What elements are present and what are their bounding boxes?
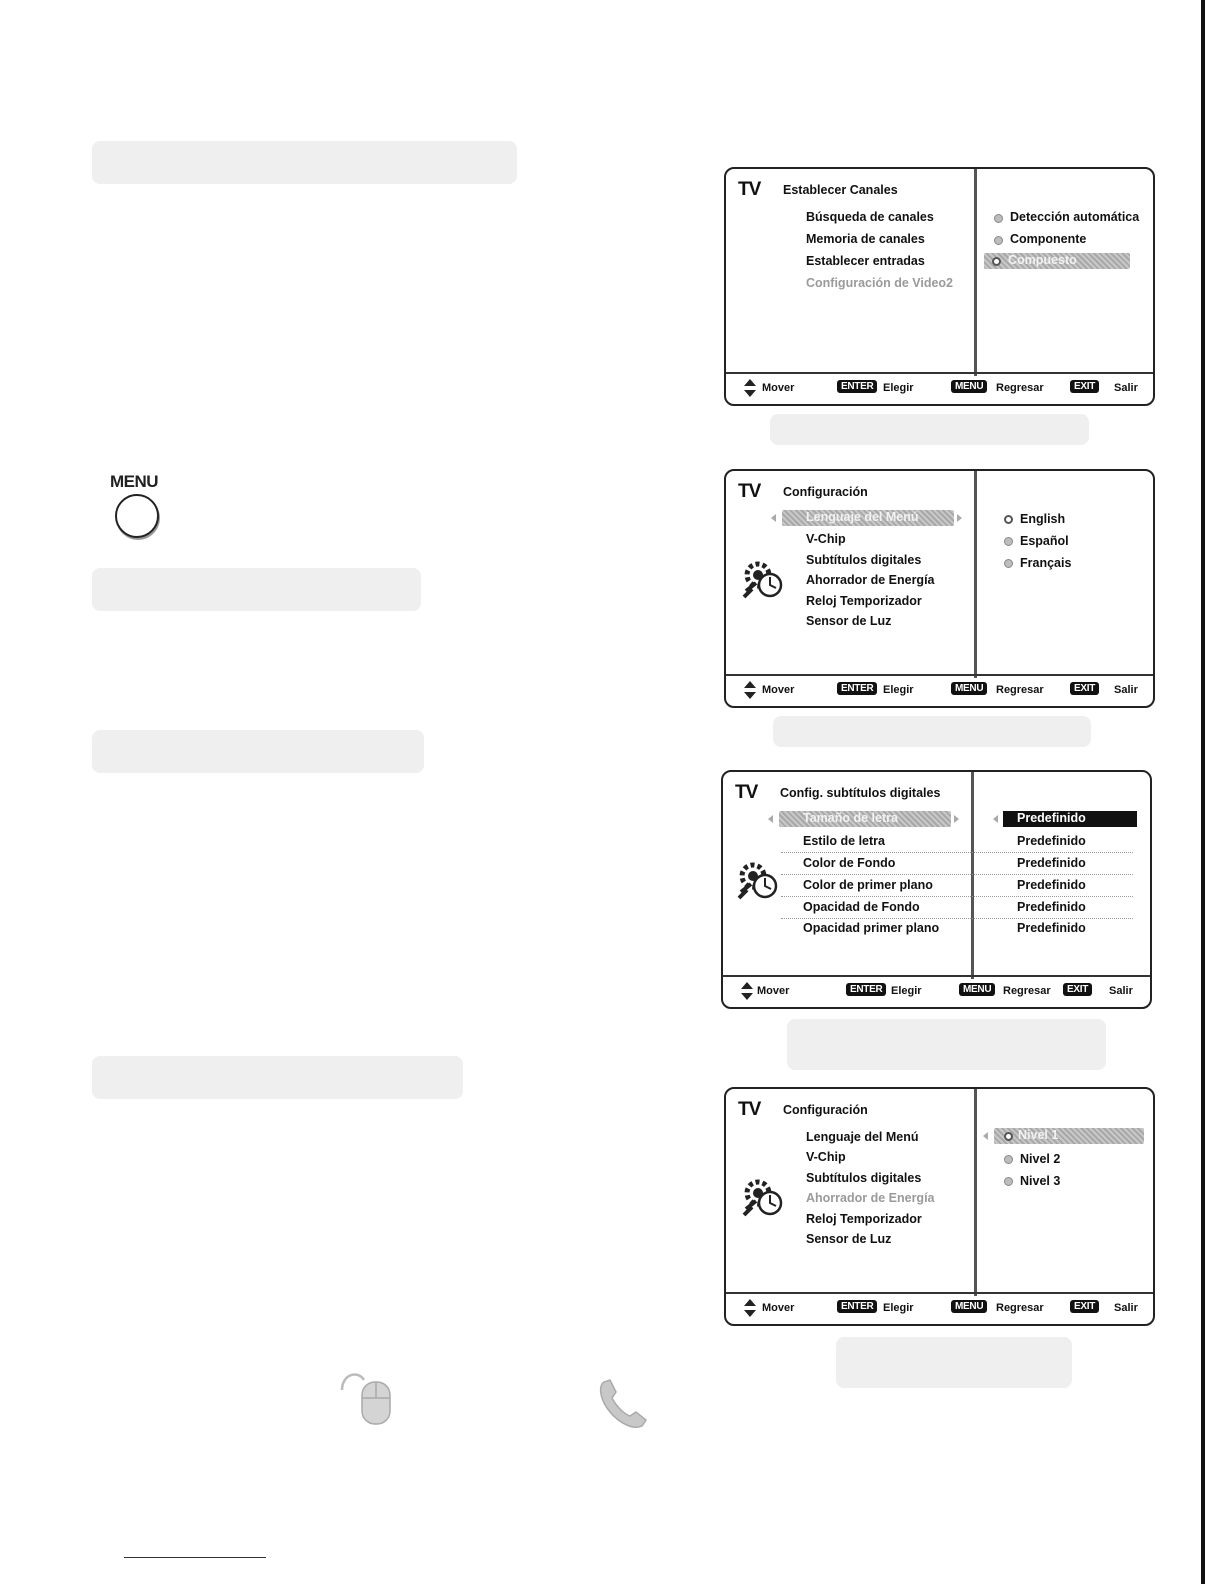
right-arrow-icon [954,815,959,823]
osd-screen-ahorrador [724,1087,1155,1326]
option-item[interactable]: English [1020,512,1066,526]
panel-divider [974,471,977,678]
menu-item-disabled: Configuración de Video2 [806,276,954,290]
footer-move: Mover [762,684,795,696]
value-item[interactable]: Predefinido [1017,921,1086,935]
menu-item[interactable]: Opacidad primer plano [803,921,940,935]
menu-item[interactable]: Opacidad de Fondo [803,900,920,914]
osd-screen-establecer-canales [724,167,1155,406]
enter-key-badge: ENTER [837,380,877,393]
left-arrow-icon [993,815,998,823]
enter-key-badge: ENTER [837,682,877,695]
tv-label: TV [738,481,761,502]
footer-menu-action: Regresar [1003,985,1051,997]
row-divider [781,852,1133,853]
footer-exit-action: Salir [1114,382,1138,394]
menu-item-active[interactable]: Ahorrador de Energía [806,1191,935,1205]
footer-menu-action: Regresar [996,382,1044,394]
panel-divider [974,169,977,376]
screen-title: Config. subtítulos digitales [780,786,941,800]
footer-exit-action: Salir [1114,1302,1138,1314]
radio-selected-icon [992,257,1001,266]
osd-screen-configuracion [724,469,1155,708]
value-item[interactable]: Predefinido [1017,856,1086,870]
menu-item-selected[interactable] [779,811,951,827]
radio-icon [1004,537,1013,546]
value-item[interactable]: Predefinido [1017,878,1086,892]
footer-exit-action: Salir [1114,684,1138,696]
mouse-icon [338,1368,394,1426]
menu-item[interactable]: Estilo de letra [803,834,885,848]
option-item[interactable]: Detección automática [1010,210,1140,224]
radio-icon [1004,559,1013,568]
option-label: Compuesto [1008,253,1077,267]
left-arrow-icon [771,514,776,522]
menu-item[interactable]: V-Chip [806,1150,846,1164]
screen-caption-2 [773,716,1091,747]
menu-item[interactable]: Memoria de canales [806,232,925,246]
option-item-selected[interactable] [994,1128,1144,1144]
option-item[interactable]: Componente [1010,232,1087,246]
menu-item[interactable]: Búsqueda de canales [806,210,934,224]
menu-item[interactable]: Subtítulos digitales [806,553,922,567]
radio-icon [1004,1177,1013,1186]
value-selected[interactable] [1003,811,1137,827]
menu-key-badge: MENU [959,983,995,996]
radio-selected-icon [1004,515,1013,524]
value-item[interactable]: Predefinido [1017,900,1086,914]
footer-move: Mover [762,382,795,394]
menu-item-selected[interactable] [782,510,954,526]
up-down-arrow-icon [741,982,753,1000]
up-down-arrow-icon [744,1299,756,1317]
menu-item[interactable]: Lenguaje del Menú [806,1130,919,1144]
right-arrow-icon [957,514,962,522]
gear-clock-icon [738,555,786,603]
osd-screen-subtitulos [721,770,1152,1009]
up-down-arrow-icon [744,379,756,397]
left-arrow-icon [768,815,773,823]
row-divider [781,874,1133,875]
radio-icon [1004,1155,1013,1164]
exit-key-badge: EXIT [1070,1300,1099,1313]
exit-key-badge: EXIT [1063,983,1092,996]
section-heading-4 [92,1056,463,1099]
option-item[interactable]: Nivel 2 [1020,1152,1061,1166]
menu-item[interactable]: Reloj Temporizador [806,594,922,608]
screen-title: Configuración [783,485,868,499]
gear-clock-icon [738,1173,786,1221]
footer-enter-action: Elegir [883,1302,914,1314]
footer-move: Mover [757,985,790,997]
panel-divider [971,772,974,979]
tv-label: TV [738,179,761,200]
footer-menu-action: Regresar [996,1302,1044,1314]
footer-enter-action: Elegir [891,985,922,997]
menu-key-badge: MENU [951,1300,987,1313]
option-label: Nivel 1 [1018,1128,1059,1142]
menu-button-icon [104,472,184,542]
radio-icon [994,236,1003,245]
menu-item[interactable]: Subtítulos digitales [806,1171,922,1185]
menu-item-label: Lenguaje del Menú [806,510,919,524]
option-item[interactable]: Español [1020,534,1069,548]
menu-item-label: Tamaño de letra [803,811,898,825]
panel-divider [974,1089,977,1296]
option-item[interactable]: Nivel 3 [1020,1174,1061,1188]
exit-key-badge: EXIT [1070,380,1099,393]
up-down-arrow-icon [744,681,756,699]
radio-icon [994,214,1003,223]
menu-item[interactable]: Ahorrador de Energía [806,573,935,587]
value-label: Predefinido [1017,811,1086,825]
menu-item[interactable]: V-Chip [806,532,846,546]
row-divider [781,896,1133,897]
screen-caption-1 [770,414,1089,445]
tv-label: TV [738,1099,761,1120]
osd-footer [726,372,1153,404]
footer-exit-action: Salir [1109,985,1133,997]
phone-icon [596,1376,652,1432]
menu-item[interactable]: Reloj Temporizador [806,1212,922,1226]
menu-button-circle [115,494,159,538]
radio-selected-icon [1004,1132,1013,1141]
screen-title: Establecer Canales [783,183,898,197]
footer-enter-action: Elegir [883,382,914,394]
tv-label: TV [735,782,758,803]
menu-item[interactable]: Establecer entradas [806,254,925,268]
menu-item[interactable]: Color de primer plano [803,878,933,892]
osd-footer [723,975,1150,1007]
screen-caption-3 [787,1019,1106,1070]
menu-key-badge: MENU [951,682,987,695]
page-edge-bar [1201,0,1205,1584]
enter-key-badge: ENTER [846,983,886,996]
menu-item[interactable]: Sensor de Luz [806,614,892,628]
footer-move: Mover [762,1302,795,1314]
section-heading-1 [92,141,517,184]
menu-item[interactable]: Sensor de Luz [806,1232,892,1246]
exit-key-badge: EXIT [1070,682,1099,695]
enter-key-badge: ENTER [837,1300,877,1313]
menu-key-badge: MENU [951,380,987,393]
menu-item[interactable]: Color de Fondo [803,856,896,870]
footer-menu-action: Regresar [996,684,1044,696]
footer-enter-action: Elegir [883,684,914,696]
section-heading-3 [92,730,424,773]
osd-footer [726,674,1153,706]
footer-link-underline [124,1557,266,1558]
gear-clock-icon [733,856,781,904]
value-item[interactable]: Predefinido [1017,834,1086,848]
osd-footer [726,1292,1153,1324]
section-heading-2 [92,568,421,611]
option-item-selected[interactable] [984,253,1130,269]
screen-title: Configuración [783,1103,868,1117]
option-item[interactable]: Français [1020,556,1072,570]
row-divider [781,918,1133,919]
left-arrow-icon [983,1132,988,1140]
screen-caption-4 [836,1337,1072,1388]
menu-button-label: MENU [110,472,159,491]
